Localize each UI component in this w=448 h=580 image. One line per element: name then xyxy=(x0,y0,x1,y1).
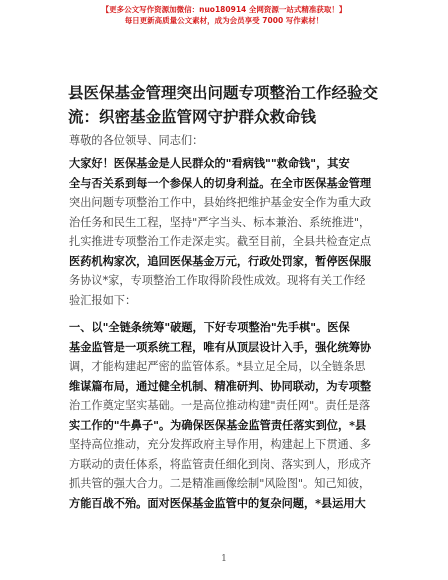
para1-line: 全与否关系到每一个参保人的切身利益。在全市医保基金管理 xyxy=(69,176,372,190)
page-number: 1 xyxy=(221,554,227,564)
para2-line: 抓共管的强大合力。二是精准画像绘制"风险图"。知己知彼， xyxy=(69,477,371,490)
para2-line: 方联动的责任体系，将监管责任细化到岗、落实到人，形成齐 xyxy=(69,458,372,471)
para1-line: 突出问题专项整治工作中，县始终把维护基金安全作为重大政 xyxy=(69,196,372,209)
para2-line: 调，才能构建起严密的监管体系。*县立足全局，以全链条思 xyxy=(69,360,366,373)
para2-line: 方能百战不殆。面对医保基金监管中的复杂问题，*县运用大 xyxy=(69,496,366,510)
promo-banner-line-1: 【更多公文写作资源加微信：nuo180914 全网资源一站式精准获取！】 xyxy=(101,5,347,14)
para1-line: 医药机构家次，追回医保基金万元，行政处罚家，暂停医保服 xyxy=(69,254,372,268)
document-title-line-1: 县医保基金管理突出问题专项整治工作经验交 xyxy=(68,84,379,102)
para2-line: 坚持高位推动，充分发挥政府主导作用，构建起上下贯通、多 xyxy=(69,438,372,451)
para1-line: 验汇报如下： xyxy=(69,294,137,307)
para1-line: 务协议*家，专项整治工作取得阶段性成效。现将有关工作经 xyxy=(69,274,366,287)
para2-line: 基金监管是一项系统工程，唯有从顶层设计入手，强化统筹协 xyxy=(69,340,372,354)
greeting: 尊敬的各位领导、同志们： xyxy=(69,134,204,147)
para2-line: 一、以"全链条统筹"破题，下好专项整治"先手棋"。医保 xyxy=(69,320,350,334)
para1-line: 大家好！医保基金是人民群众的"看病钱""救命钱"，其安 xyxy=(69,156,350,170)
para2-line: 实工作的"牛鼻子"。为确保医保基金监管责任落实到位，*县 xyxy=(69,418,367,432)
para1-line: 治任务和民生工程，坚持"严字当头、标本兼治、系统推进"， xyxy=(69,216,371,229)
para2-line: 治工作奠定坚实基础。一是高位推动构建"责任网"。责任是落 xyxy=(69,399,371,412)
promo-banner-line-2: 每日更新高质量公文素材，成为会员享受 7000 写作素材！ xyxy=(124,16,324,25)
para2-line: 维谋篇布局，通过健全机制、精准研判、协同联动，为专项整 xyxy=(69,379,372,393)
para1-line: 扎实推进专项整治工作走深走实。截至目前，全县共检查定点 xyxy=(69,235,372,248)
document-title-line-2: 流：织密基金监管网守护群众救命钱 xyxy=(68,108,317,126)
